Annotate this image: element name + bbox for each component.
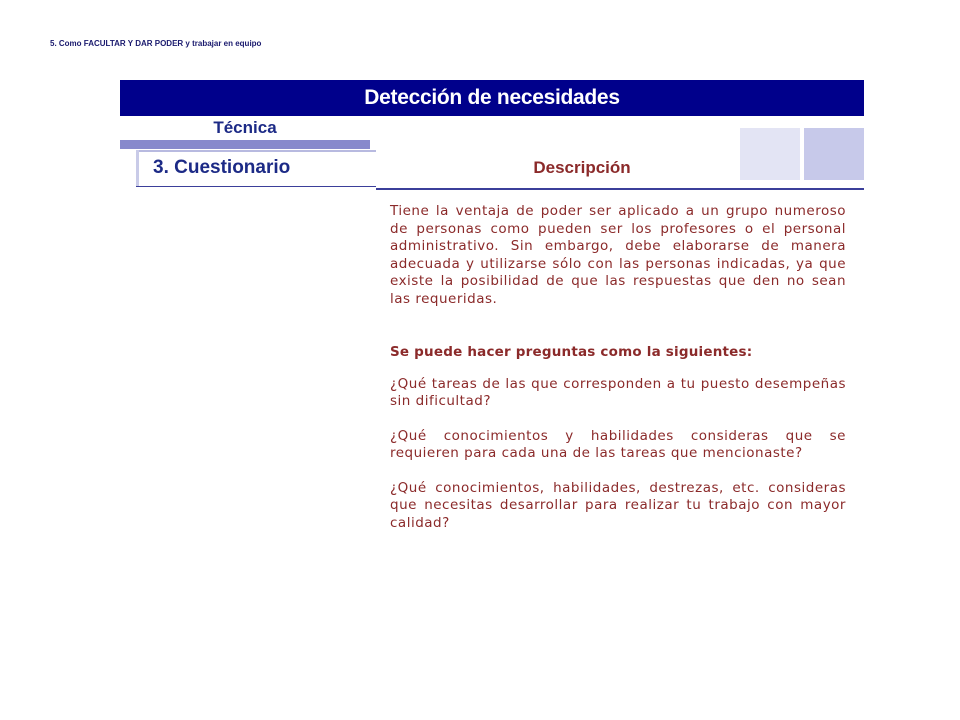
decorative-square-medium (804, 128, 864, 180)
questions-lead: Se puede hacer preguntas como la siguientes: (390, 344, 753, 360)
technique-underline (120, 140, 370, 149)
question-item: ¿Qué conocimientos y habilidades consideras que se requieren para cada una de las tareas que mencionaste? (390, 427, 846, 461)
description-heading: Descripción (533, 158, 631, 177)
description-intro: Tiene la ventaja de poder ser aplicado a un grupo numeroso de personas como pueden ser los profesores o el personal administrativo. Sin embargo, debe elaborarse de manera adecuada y utilizarse sólo con las personas indicadas, ya que existe la posibilidad de que las respuestas que den no sean las requeridas. (390, 203, 846, 307)
question-item: ¿Qué conocimientos, habilidades, destrezas, etc. consideras que necesitas desarrollar para realizar tu trabajo con mayor calidad? (390, 479, 846, 531)
header-bar (120, 80, 864, 116)
technique-item: 3. Cuestionario (139, 152, 375, 186)
header-title: Detección de necesidades (364, 86, 620, 109)
tab-bottom-border (136, 186, 376, 187)
slide-title: 5. Como FACULTAR Y DAR PODER y trabajar en equipo (50, 39, 262, 48)
description-content (390, 203, 846, 549)
technique-label: Técnica (213, 118, 277, 137)
question-item: ¿Qué tareas de las que corresponden a tu puesto desempeñas sin dificultad? (390, 375, 846, 409)
description-divider (376, 188, 864, 190)
